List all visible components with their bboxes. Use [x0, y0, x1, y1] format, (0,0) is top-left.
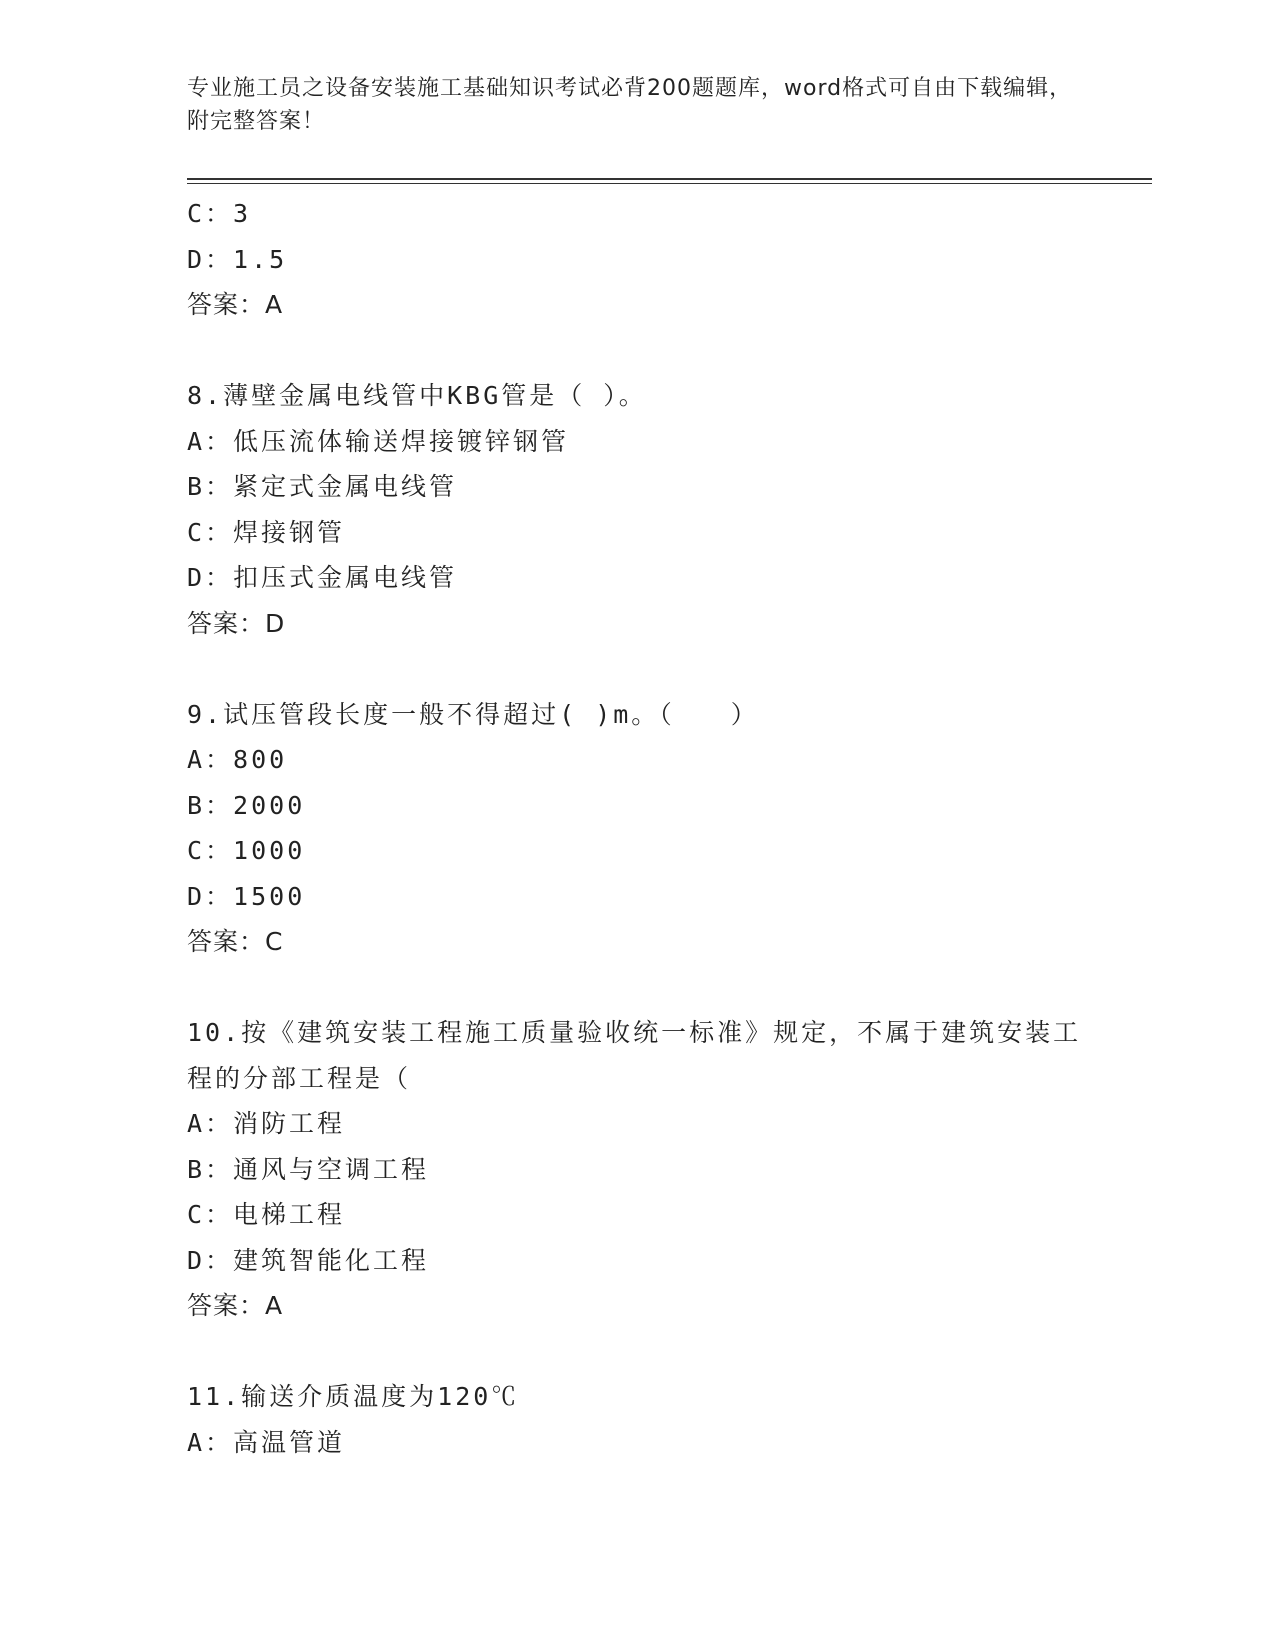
question-text: 8.薄壁金属电线管中KBG管是（ ）。: [187, 381, 647, 410]
document-header: 专业施工员之设备安装施工基础知识考试必背200题题库，word格式可自由下载编辑，附完整答案！: [187, 76, 1073, 134]
answer-text: 答案：A: [187, 1291, 284, 1320]
answer-text: 答案：C: [187, 927, 284, 956]
option-text: A：消防工程: [187, 1109, 346, 1138]
option-text: D：1.5: [187, 244, 288, 274]
spacer: [187, 646, 1087, 692]
option-text: C：1000: [187, 836, 306, 865]
option-text: A：800: [187, 745, 288, 774]
option-text: A：高温管道: [187, 1427, 346, 1457]
option-text: C：电梯工程: [187, 1200, 346, 1229]
question-text: 11.输送介质温度为120℃: [187, 1382, 520, 1411]
option-text: B：紧定式金属电线管: [187, 472, 458, 501]
option-text: B：通风与空调工程: [187, 1154, 430, 1184]
option-text: C：3: [187, 199, 252, 228]
option-text: B：2000: [187, 790, 306, 820]
header-rule-thin: [187, 183, 1152, 184]
spacer: [187, 1329, 1087, 1375]
answer-text: 答案：D: [187, 608, 286, 638]
spacer: [187, 328, 1087, 374]
question-text: 10.按《建筑安装工程施工质量验收统一标准》规定，不属于建筑安装工程的分部工程是（: [187, 1018, 1082, 1093]
option-text: D：1500: [187, 881, 306, 911]
question-text: 9.试压管段长度一般不得超过( )m。（ ）: [187, 699, 759, 729]
answer-text: 答案：A: [187, 290, 284, 319]
header-rule-thick: [187, 178, 1152, 180]
question-list: [187, 191, 1087, 1465]
option-text: D：扣压式金属电线管: [187, 563, 458, 592]
option-text: A：低压流体输送焊接镀锌钢管: [187, 426, 570, 456]
spacer: [187, 965, 1087, 1011]
option-text: C：焊接钢管: [187, 517, 346, 547]
option-text: D：建筑智能化工程: [187, 1245, 430, 1275]
